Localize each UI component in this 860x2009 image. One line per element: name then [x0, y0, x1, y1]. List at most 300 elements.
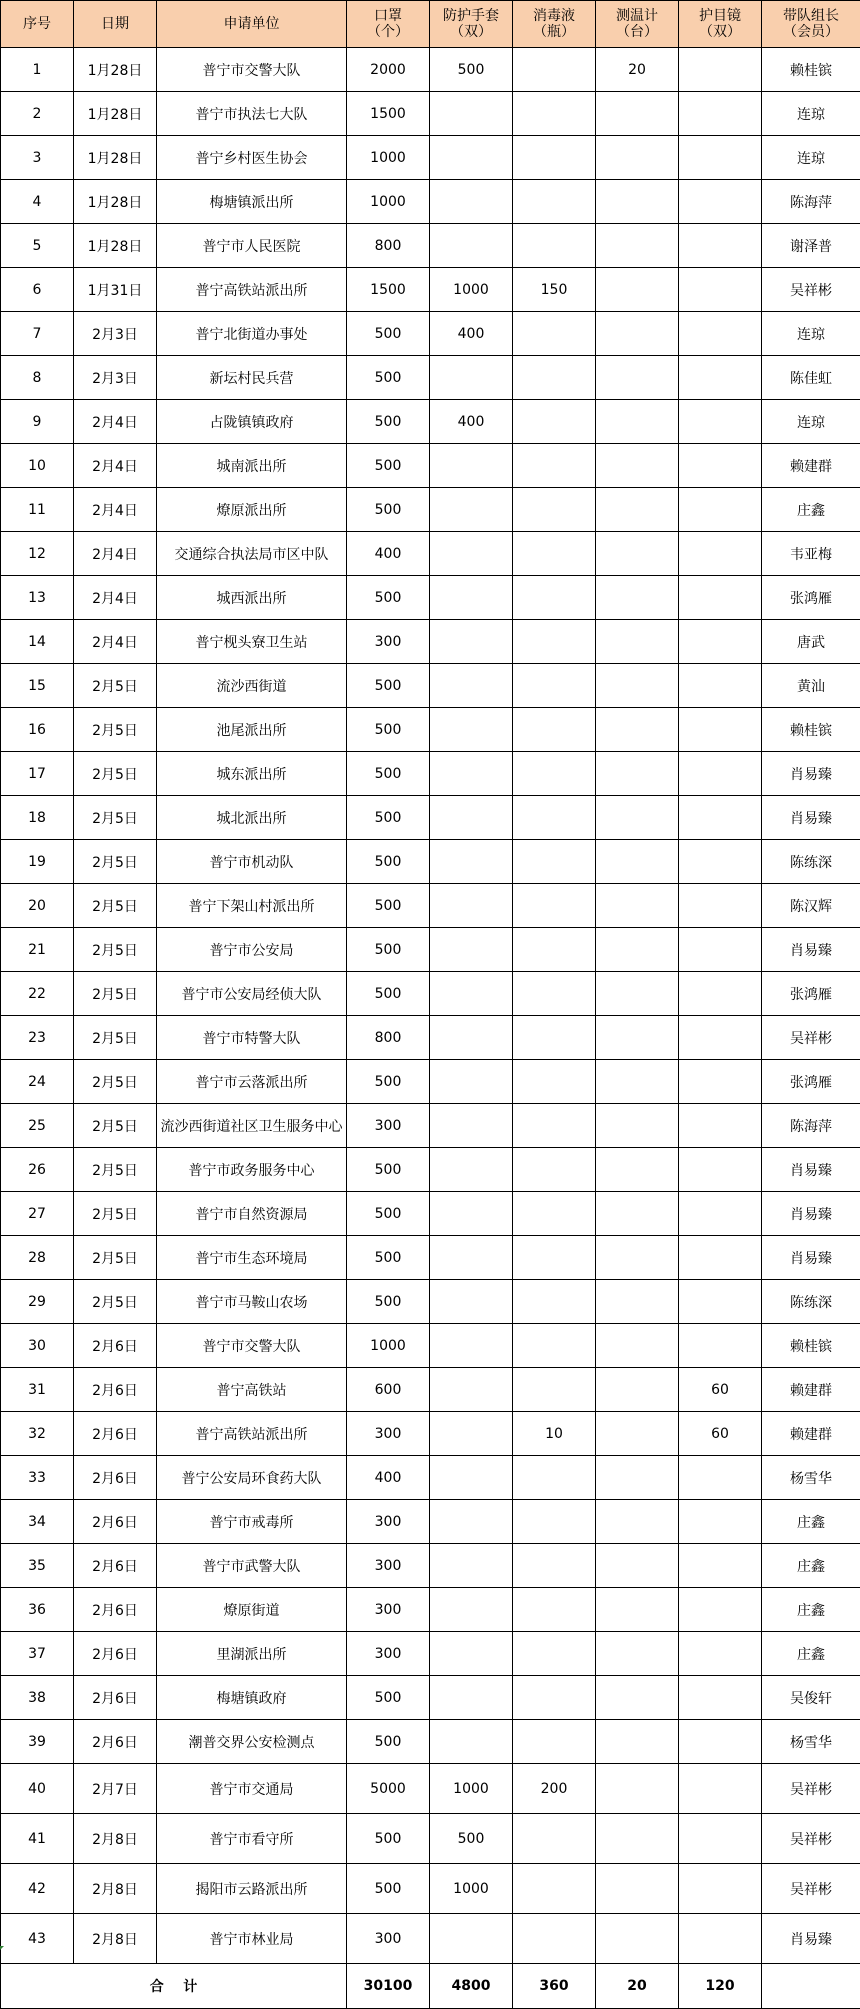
table-row — [1, 1914, 860, 1964]
row-date-cell: 2月6日 — [74, 1720, 157, 1764]
row-date-cell: 2月5日 — [74, 1192, 157, 1236]
row-leader-cell: 庄鑫 — [762, 1544, 860, 1588]
row-index-cell: 26 — [1, 1148, 74, 1192]
table-row — [1, 972, 860, 1016]
row-gloves-cell — [430, 1016, 513, 1060]
row-disinfectant-cell — [513, 1324, 596, 1368]
row-leader-cell: 肖易臻 — [762, 1914, 860, 1964]
table-row — [1, 1676, 860, 1720]
row-unit-cell: 梅塘镇派出所 — [157, 180, 347, 224]
row-leader-cell: 庄鑫 — [762, 1632, 860, 1676]
row-masks-cell: 500 — [347, 840, 430, 884]
row-index-cell: 2 — [1, 92, 74, 136]
row-goggles-cell — [679, 1280, 762, 1324]
row-leader-cell: 肖易臻 — [762, 1236, 860, 1280]
row-index-cell: 11 — [1, 488, 74, 532]
row-gloves-cell — [430, 928, 513, 972]
row-gloves-cell — [430, 664, 513, 708]
row-leader-cell: 肖易臻 — [762, 796, 860, 840]
header-col-leader: 带队组长 （会员） — [762, 1, 860, 48]
row-date-cell: 1月31日 — [74, 268, 157, 312]
row-goggles-cell — [679, 1236, 762, 1280]
row-disinfectant-cell — [513, 224, 596, 268]
row-goggles-cell: 60 — [679, 1368, 762, 1412]
row-date-cell: 2月3日 — [74, 356, 157, 400]
row-gloves-cell — [430, 1720, 513, 1764]
row-goggles-cell — [679, 400, 762, 444]
row-gloves-cell: 500 — [430, 48, 513, 92]
row-date-cell: 2月3日 — [74, 312, 157, 356]
row-date-cell: 1月28日 — [74, 92, 157, 136]
row-masks-cell: 500 — [347, 708, 430, 752]
row-index-cell: 39 — [1, 1720, 74, 1764]
row-thermometer-cell — [596, 1814, 679, 1864]
total-masks: 30100 — [347, 1964, 430, 2009]
total-label: 合 计 — [1, 1964, 347, 2009]
table-row — [1, 1544, 860, 1588]
row-thermometer-cell — [596, 840, 679, 884]
row-disinfectant-cell: 150 — [513, 268, 596, 312]
row-masks-cell: 500 — [347, 972, 430, 1016]
table-row — [1, 268, 860, 312]
row-gloves-cell — [430, 972, 513, 1016]
row-gloves-cell — [430, 532, 513, 576]
row-unit-cell: 新坛村民兵营 — [157, 356, 347, 400]
row-leader-cell: 陈佳虹 — [762, 356, 860, 400]
row-leader-cell: 杨雪华 — [762, 1456, 860, 1500]
header-col-unit: 申请单位 — [157, 1, 347, 48]
row-index-cell: 28 — [1, 1236, 74, 1280]
row-disinfectant-cell — [513, 928, 596, 972]
table-row — [1, 48, 860, 92]
row-goggles-cell — [679, 840, 762, 884]
row-disinfectant-cell — [513, 840, 596, 884]
row-gloves-cell — [430, 708, 513, 752]
row-gloves-cell — [430, 1324, 513, 1368]
row-date-cell: 2月5日 — [74, 796, 157, 840]
row-thermometer-cell — [596, 752, 679, 796]
table-row — [1, 488, 860, 532]
row-masks-cell: 1500 — [347, 268, 430, 312]
header-col-disinfectant: 消毒液 （瓶） — [513, 1, 596, 48]
row-masks-cell: 500 — [347, 1236, 430, 1280]
table-row — [1, 1764, 860, 1814]
row-unit-cell: 普宁市马鞍山农场 — [157, 1280, 347, 1324]
row-date-cell: 2月6日 — [74, 1632, 157, 1676]
row-leader-cell: 吴俊轩 — [762, 1676, 860, 1720]
table-row — [1, 1588, 860, 1632]
table-row — [1, 444, 860, 488]
row-unit-cell: 普宁市云落派出所 — [157, 1060, 347, 1104]
row-disinfectant-cell — [513, 752, 596, 796]
row-unit-cell: 揭阳市云路派出所 — [157, 1864, 347, 1914]
row-goggles-cell: 60 — [679, 1412, 762, 1456]
row-thermometer-cell — [596, 796, 679, 840]
row-index-cell: 14 — [1, 620, 74, 664]
row-disinfectant-cell — [513, 972, 596, 1016]
row-thermometer-cell — [596, 224, 679, 268]
row-date-cell: 2月6日 — [74, 1500, 157, 1544]
table-row — [1, 1192, 860, 1236]
row-disinfectant-cell — [513, 1236, 596, 1280]
row-masks-cell: 500 — [347, 1814, 430, 1864]
row-date-cell: 2月5日 — [74, 752, 157, 796]
row-thermometer-cell: 20 — [596, 48, 679, 92]
header-col-thermometer: 测温计 （台） — [596, 1, 679, 48]
row-thermometer-cell — [596, 664, 679, 708]
row-unit-cell: 占陇镇镇政府 — [157, 400, 347, 444]
row-disinfectant-cell — [513, 180, 596, 224]
row-unit-cell: 普宁市看守所 — [157, 1814, 347, 1864]
row-index-cell: 8 — [1, 356, 74, 400]
row-masks-cell: 1000 — [347, 1324, 430, 1368]
row-index-cell: 32 — [1, 1412, 74, 1456]
row-index-cell: 29 — [1, 1280, 74, 1324]
row-unit-cell: 流沙西街道社区卫生服务中心 — [157, 1104, 347, 1148]
row-thermometer-cell — [596, 1500, 679, 1544]
header-row — [1, 1, 860, 48]
row-masks-cell: 500 — [347, 1864, 430, 1914]
row-goggles-cell — [679, 928, 762, 972]
row-goggles-cell — [679, 312, 762, 356]
row-unit-cell: 普宁市戒毒所 — [157, 1500, 347, 1544]
row-gloves-cell — [430, 840, 513, 884]
row-index-cell: 20 — [1, 884, 74, 928]
row-masks-cell: 800 — [347, 224, 430, 268]
row-disinfectant-cell — [513, 1588, 596, 1632]
row-index-cell: 17 — [1, 752, 74, 796]
row-date-cell: 2月5日 — [74, 1148, 157, 1192]
row-gloves-cell — [430, 796, 513, 840]
row-gloves-cell — [430, 620, 513, 664]
header-col-gloves: 防护手套 （双） — [430, 1, 513, 48]
total-goggles: 120 — [679, 1964, 762, 2009]
row-index-cell: 4 — [1, 180, 74, 224]
row-disinfectant-cell — [513, 576, 596, 620]
row-masks-cell: 5000 — [347, 1764, 430, 1814]
row-index-cell: 22 — [1, 972, 74, 1016]
row-goggles-cell — [679, 1104, 762, 1148]
row-date-cell: 2月5日 — [74, 972, 157, 1016]
row-disinfectant-cell — [513, 1280, 596, 1324]
row-disinfectant-cell — [513, 92, 596, 136]
row-thermometer-cell — [596, 1412, 679, 1456]
row-date-cell: 2月5日 — [74, 1016, 157, 1060]
row-date-cell: 2月4日 — [74, 444, 157, 488]
row-gloves-cell — [430, 356, 513, 400]
header-col-masks: 口罩 （个） — [347, 1, 430, 48]
row-gloves-cell — [430, 1544, 513, 1588]
row-unit-cell: 普宁乡村医生协会 — [157, 136, 347, 180]
table-row — [1, 1280, 860, 1324]
row-disinfectant-cell — [513, 796, 596, 840]
row-masks-cell: 500 — [347, 356, 430, 400]
row-date-cell: 2月6日 — [74, 1324, 157, 1368]
row-leader-cell: 庄鑫 — [762, 1500, 860, 1544]
table-row — [1, 1720, 860, 1764]
row-disinfectant-cell — [513, 1104, 596, 1148]
row-disinfectant-cell — [513, 400, 596, 444]
row-index-cell: 42 — [1, 1864, 74, 1914]
row-masks-cell: 500 — [347, 1676, 430, 1720]
row-goggles-cell — [679, 488, 762, 532]
row-thermometer-cell — [596, 884, 679, 928]
row-disinfectant-cell — [513, 1544, 596, 1588]
row-date-cell: 2月4日 — [74, 400, 157, 444]
total-leader — [762, 1964, 860, 2009]
row-thermometer-cell — [596, 1280, 679, 1324]
table-row — [1, 1500, 860, 1544]
row-gloves-cell — [430, 180, 513, 224]
row-thermometer-cell — [596, 1720, 679, 1764]
row-gloves-cell — [430, 752, 513, 796]
total-row — [1, 1964, 860, 2009]
row-goggles-cell — [679, 1016, 762, 1060]
row-goggles-cell — [679, 180, 762, 224]
row-masks-cell: 300 — [347, 1544, 430, 1588]
row-unit-cell: 燎原街道 — [157, 1588, 347, 1632]
row-index-cell: 13 — [1, 576, 74, 620]
row-goggles-cell — [679, 1588, 762, 1632]
row-leader-cell: 庄鑫 — [762, 1588, 860, 1632]
table-row — [1, 1632, 860, 1676]
cell-corner-marker — [0, 1946, 4, 1950]
row-gloves-cell: 1000 — [430, 1764, 513, 1814]
row-index-cell: 27 — [1, 1192, 74, 1236]
row-disinfectant-cell — [513, 48, 596, 92]
row-goggles-cell — [679, 1544, 762, 1588]
row-masks-cell: 500 — [347, 400, 430, 444]
row-unit-cell: 普宁下架山村派出所 — [157, 884, 347, 928]
row-unit-cell: 城西派出所 — [157, 576, 347, 620]
row-date-cell: 2月5日 — [74, 1060, 157, 1104]
table-footer — [1, 1964, 860, 2009]
row-disinfectant-cell — [513, 1500, 596, 1544]
row-leader-cell: 唐武 — [762, 620, 860, 664]
row-leader-cell: 张鸿雁 — [762, 576, 860, 620]
row-masks-cell: 300 — [347, 1632, 430, 1676]
row-disinfectant-cell — [513, 1814, 596, 1864]
row-leader-cell: 陈练深 — [762, 1280, 860, 1324]
table-row — [1, 1814, 860, 1864]
row-unit-cell: 城东派出所 — [157, 752, 347, 796]
row-goggles-cell — [679, 664, 762, 708]
row-thermometer-cell — [596, 312, 679, 356]
row-disinfectant-cell — [513, 1864, 596, 1914]
row-date-cell: 2月6日 — [74, 1456, 157, 1500]
row-date-cell: 2月6日 — [74, 1588, 157, 1632]
row-leader-cell: 连琼 — [762, 92, 860, 136]
row-masks-cell: 2000 — [347, 48, 430, 92]
row-masks-cell: 300 — [347, 1500, 430, 1544]
row-gloves-cell — [430, 1280, 513, 1324]
row-date-cell: 2月5日 — [74, 664, 157, 708]
row-date-cell: 2月5日 — [74, 708, 157, 752]
row-index-cell: 5 — [1, 224, 74, 268]
row-date-cell: 2月8日 — [74, 1814, 157, 1864]
row-gloves-cell — [430, 1914, 513, 1964]
row-thermometer-cell — [596, 1544, 679, 1588]
row-goggles-cell — [679, 268, 762, 312]
row-goggles-cell — [679, 1814, 762, 1864]
row-masks-cell: 300 — [347, 1914, 430, 1964]
row-thermometer-cell — [596, 488, 679, 532]
row-gloves-cell — [430, 1104, 513, 1148]
row-leader-cell: 黄汕 — [762, 664, 860, 708]
row-leader-cell: 吴祥彬 — [762, 1864, 860, 1914]
row-thermometer-cell — [596, 1632, 679, 1676]
row-unit-cell: 普宁高铁站派出所 — [157, 1412, 347, 1456]
row-leader-cell: 赖建群 — [762, 444, 860, 488]
row-masks-cell: 500 — [347, 312, 430, 356]
row-date-cell: 1月28日 — [74, 136, 157, 180]
table-row — [1, 1412, 860, 1456]
row-goggles-cell — [679, 1324, 762, 1368]
header-col-index: 序号 — [1, 1, 74, 48]
row-unit-cell: 普宁市武警大队 — [157, 1544, 347, 1588]
row-leader-cell: 韦亚梅 — [762, 532, 860, 576]
row-unit-cell: 里湖派出所 — [157, 1632, 347, 1676]
row-gloves-cell: 400 — [430, 400, 513, 444]
row-date-cell: 1月28日 — [74, 180, 157, 224]
row-masks-cell: 1500 — [347, 92, 430, 136]
row-unit-cell: 城南派出所 — [157, 444, 347, 488]
row-index-cell: 1 — [1, 48, 74, 92]
row-masks-cell: 500 — [347, 796, 430, 840]
row-disinfectant-cell — [513, 664, 596, 708]
row-date-cell: 2月6日 — [74, 1412, 157, 1456]
row-leader-cell: 杨雪华 — [762, 1720, 860, 1764]
row-index-cell: 25 — [1, 1104, 74, 1148]
row-leader-cell: 连琼 — [762, 400, 860, 444]
row-gloves-cell — [430, 92, 513, 136]
row-index-cell: 38 — [1, 1676, 74, 1720]
row-gloves-cell — [430, 1192, 513, 1236]
table-row — [1, 664, 860, 708]
row-thermometer-cell — [596, 1324, 679, 1368]
row-leader-cell: 张鸿雁 — [762, 972, 860, 1016]
row-masks-cell: 500 — [347, 664, 430, 708]
row-thermometer-cell — [596, 268, 679, 312]
header-col-goggles: 护目镜 （双） — [679, 1, 762, 48]
row-unit-cell: 普宁市交警大队 — [157, 1324, 347, 1368]
table-row — [1, 840, 860, 884]
row-disinfectant-cell: 200 — [513, 1764, 596, 1814]
row-gloves-cell: 1000 — [430, 1864, 513, 1914]
row-index-cell: 16 — [1, 708, 74, 752]
row-thermometer-cell — [596, 1368, 679, 1412]
row-index-cell: 12 — [1, 532, 74, 576]
row-goggles-cell — [679, 752, 762, 796]
row-unit-cell: 普宁高铁站派出所 — [157, 268, 347, 312]
table-row — [1, 532, 860, 576]
row-gloves-cell — [430, 1456, 513, 1500]
row-unit-cell: 普宁市林业局 — [157, 1914, 347, 1964]
row-unit-cell: 普宁高铁站 — [157, 1368, 347, 1412]
table-row — [1, 224, 860, 268]
row-leader-cell: 赖桂镔 — [762, 1324, 860, 1368]
row-goggles-cell — [679, 136, 762, 180]
row-gloves-cell — [430, 1148, 513, 1192]
row-unit-cell: 普宁市交警大队 — [157, 48, 347, 92]
row-thermometer-cell — [596, 400, 679, 444]
row-leader-cell: 赖建群 — [762, 1412, 860, 1456]
table-row — [1, 1016, 860, 1060]
row-goggles-cell — [679, 972, 762, 1016]
row-index-cell: 23 — [1, 1016, 74, 1060]
row-unit-cell: 普宁市机动队 — [157, 840, 347, 884]
row-unit-cell: 流沙西街道 — [157, 664, 347, 708]
row-masks-cell: 600 — [347, 1368, 430, 1412]
row-thermometer-cell — [596, 136, 679, 180]
row-goggles-cell — [679, 796, 762, 840]
table-body — [1, 48, 860, 1964]
table-row — [1, 1236, 860, 1280]
row-index-cell: 33 — [1, 1456, 74, 1500]
row-goggles-cell — [679, 224, 762, 268]
row-unit-cell: 燎原派出所 — [157, 488, 347, 532]
row-masks-cell: 500 — [347, 1148, 430, 1192]
row-leader-cell: 赖建群 — [762, 1368, 860, 1412]
row-goggles-cell — [679, 884, 762, 928]
row-index-cell: 18 — [1, 796, 74, 840]
row-thermometer-cell — [596, 92, 679, 136]
row-disinfectant-cell — [513, 1016, 596, 1060]
row-gloves-cell — [430, 1236, 513, 1280]
row-date-cell: 2月4日 — [74, 576, 157, 620]
row-thermometer-cell — [596, 1016, 679, 1060]
total-disinfectant: 360 — [513, 1964, 596, 2009]
row-index-cell: 31 — [1, 1368, 74, 1412]
row-masks-cell: 1000 — [347, 136, 430, 180]
row-thermometer-cell — [596, 576, 679, 620]
row-disinfectant-cell: 10 — [513, 1412, 596, 1456]
row-thermometer-cell — [596, 1764, 679, 1814]
row-masks-cell: 500 — [347, 1060, 430, 1104]
row-unit-cell: 池尾派出所 — [157, 708, 347, 752]
row-gloves-cell: 500 — [430, 1814, 513, 1864]
row-index-cell: 34 — [1, 1500, 74, 1544]
row-disinfectant-cell — [513, 312, 596, 356]
table-row — [1, 708, 860, 752]
row-leader-cell: 肖易臻 — [762, 1148, 860, 1192]
row-goggles-cell — [679, 1720, 762, 1764]
table-row — [1, 1368, 860, 1412]
row-index-cell: 19 — [1, 840, 74, 884]
row-goggles-cell — [679, 1500, 762, 1544]
row-masks-cell: 400 — [347, 532, 430, 576]
row-index-cell: 15 — [1, 664, 74, 708]
row-date-cell: 1月28日 — [74, 224, 157, 268]
table-row — [1, 620, 860, 664]
row-goggles-cell — [679, 620, 762, 664]
row-unit-cell: 潮普交界公安检测点 — [157, 1720, 347, 1764]
row-masks-cell: 400 — [347, 1456, 430, 1500]
row-date-cell: 2月7日 — [74, 1764, 157, 1814]
row-masks-cell: 500 — [347, 884, 430, 928]
row-index-cell: 3 — [1, 136, 74, 180]
row-leader-cell: 陈海萍 — [762, 180, 860, 224]
row-index-cell: 21 — [1, 928, 74, 972]
table-row — [1, 356, 860, 400]
row-index-cell: 35 — [1, 1544, 74, 1588]
row-thermometer-cell — [596, 180, 679, 224]
row-unit-cell: 普宁市政务服务中心 — [157, 1148, 347, 1192]
row-disinfectant-cell — [513, 1914, 596, 1964]
table-row — [1, 1324, 860, 1368]
row-date-cell: 2月5日 — [74, 1236, 157, 1280]
row-index-cell: 36 — [1, 1588, 74, 1632]
